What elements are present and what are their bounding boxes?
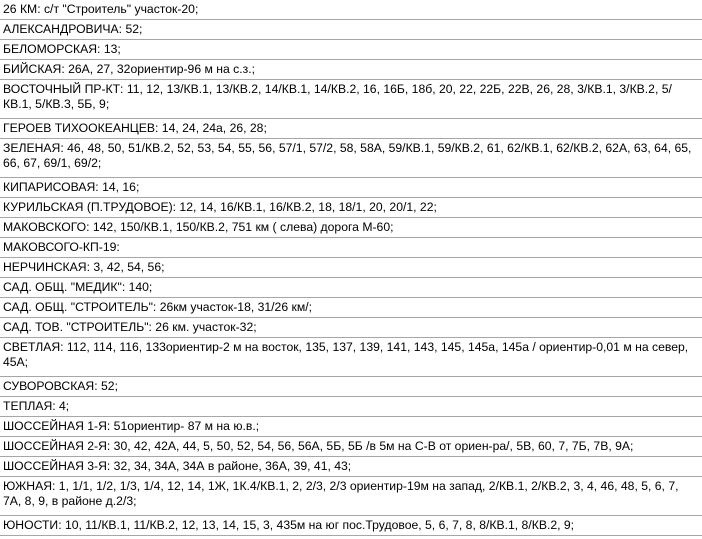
- list-item: ВОСТОЧНЫЙ ПР-КТ: 11, 12, 13/КВ.1, 13/КВ.2, 14/КВ.1, 14/КВ.2, 16, 16Б, 18б, 20, 22, 22Б, 22В, 26, 28, 3/КВ.1, 3/КВ.2, 5/КВ.1, 5/КВ.3, 5Б, 9;: [0, 80, 702, 119]
- list-item: ЮНОСТИ: 10, 11/КВ.1, 11/КВ.2, 12, 13, 14, 15, 3, 435м на юг пос.Трудовое, 5, 6, 7, 8, 8/КВ.1, 8/КВ.2, 9;: [0, 516, 702, 536]
- list-item: ТЕПЛАЯ: 4;: [0, 397, 702, 417]
- list-item: ГЕРОЕВ ТИХООКЕАНЦЕВ: 14, 24, 24а, 26, 28;: [0, 119, 702, 139]
- list-item: САД. ОБЩ. "МЕДИК": 140;: [0, 278, 702, 298]
- list-item: МАКОВСОГО-КП-19:: [0, 238, 702, 258]
- list-item: САД. ТОВ. "СТРОИТЕЛЬ": 26 км. участок-32;: [0, 318, 702, 338]
- list-item: НЕРЧИНСКАЯ: 3, 42, 54, 56;: [0, 258, 702, 278]
- list-item: СВЕТЛАЯ: 112, 114, 116, 133ориентир-2 м на восток, 135, 137, 139, 141, 143, 145, 145а, 145а / ориентир-0,01 м на север, 45А;: [0, 338, 702, 377]
- list-item: ЮЖНАЯ: 1, 1/1, 1/2, 1/3, 1/4, 12, 14, 1Ж, 1К.4/КВ.1, 2, 2/3, 2/3 ориентир-19м на запад, 2/КВ.1, 2/КВ.2, 3, 4, 46, 48, 5, 6, 7, 7А, 8, 9, в районе д.2/3;: [0, 477, 702, 516]
- list-item: САД. ОБЩ. "СТРОИТЕЛЬ": 26км участок-18, 31/26 км/;: [0, 298, 702, 318]
- list-item: ШОССЕЙНАЯ 2-Я: 30, 42, 42А, 44, 5, 50, 52, 54, 56, 56А, 5Б, 5Б /в 5м на С-В от ориен-ра/, 5В, 60, 7, 7Б, 7В, 9А;: [0, 437, 702, 457]
- list-item: ЗЕЛЕНАЯ: 46, 48, 50, 51/КВ.2, 52, 53, 54, 55, 56, 57/1, 57/2, 58, 58А, 59/КВ.1, 59/КВ.2, 61, 62/КВ.1, 62/КВ.2, 62А, 63, 64, 65, 66, 67, 69/1, 69/2;: [0, 139, 702, 178]
- list-item: БИЙСКАЯ: 26А, 27, 32ориентир-96 м на с.з.;: [0, 60, 702, 80]
- list-item: 26 КМ: с/т "Строитель" участок-20;: [0, 0, 702, 20]
- list-item: КИПАРИСОВАЯ: 14, 16;: [0, 178, 702, 198]
- list-item: КУРИЛЬСКАЯ (П.ТРУДОВОЕ): 12, 14, 16/КВ.1, 16/КВ.2, 18, 18/1, 20, 20/1, 22;: [0, 198, 702, 218]
- list-item: ШОССЕЙНАЯ 3-Я: 32, 34, 34А, 34А в районе, 36А, 39, 41, 43;: [0, 457, 702, 477]
- list-item: ШОССЕЙНАЯ 1-Я: 51ориентир- 87 м на ю.в.;: [0, 417, 702, 437]
- list-item: СУВОРОВСКАЯ: 52;: [0, 377, 702, 397]
- list-item: МАКОВСКОГО: 142, 150/КВ.1, 150/КВ.2, 751 км ( слева) дорога М-60;: [0, 218, 702, 238]
- list-item: АЛЕКСАНДРОВИЧА: 52;: [0, 20, 702, 40]
- list-item: БЕЛОМОРСКАЯ: 13;: [0, 40, 702, 60]
